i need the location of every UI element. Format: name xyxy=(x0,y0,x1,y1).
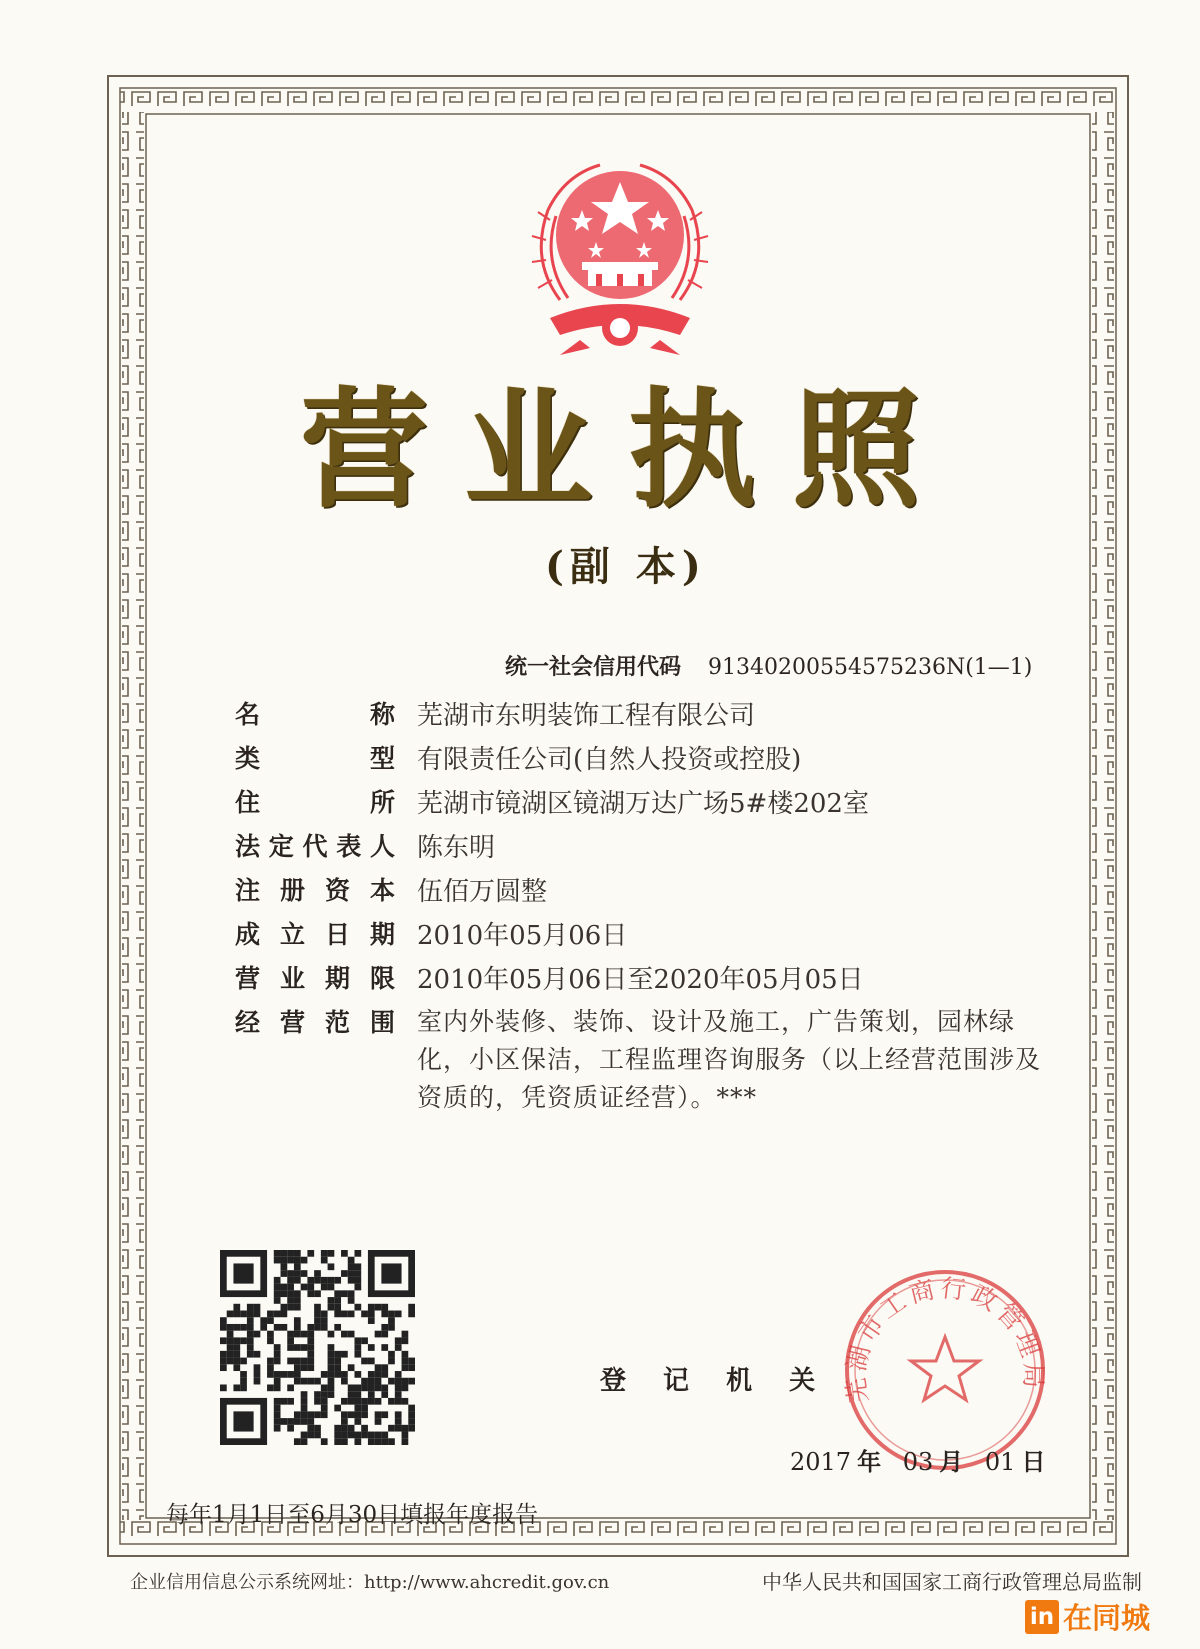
field-key: 营 业 期 限 xyxy=(235,964,395,993)
field-key: 成 立 日 期 xyxy=(235,920,395,949)
issue-date: 2017 年 03 月 01 日 xyxy=(790,1448,1046,1476)
field-key: 住 所 xyxy=(235,788,395,817)
field-key: 法 定 代 表 人 xyxy=(235,832,395,861)
field-key: 注 册 资 本 xyxy=(235,876,395,905)
title-char: 营 xyxy=(300,375,429,525)
qr-code xyxy=(220,1250,415,1445)
title-char: 执 xyxy=(627,375,756,525)
field-value: 陈东明 xyxy=(417,833,496,863)
annual-report-note: 每年1月1日至6月30日填报年度报告 xyxy=(166,1502,539,1528)
field-value: 室内外装修、装饰、设计及施工，广告策划，园林绿化，小区保洁，工程监理咨询服务（以上经营范围涉及资质的，凭资质证经营）。*** xyxy=(417,1007,1042,1112)
field-value: 芜湖市东明装饰工程有限公司 xyxy=(417,701,756,731)
credit-code-row xyxy=(505,650,1032,681)
registration-authority-label: 登 记 机 关 xyxy=(600,1366,830,1396)
credit-code-value: 91340200554575236N(1—1) xyxy=(708,655,1033,680)
license-title xyxy=(300,375,920,525)
footer-website: 企业信用信息公示系统网址：http://www.ahcredit.gov.cn xyxy=(130,1572,610,1593)
license-subtitle: (副 本) xyxy=(545,543,707,590)
field-key: 经 营 范 围 xyxy=(235,1008,395,1037)
watermark-badge: in xyxy=(1025,1600,1059,1634)
field-value: 有限责任公司(自然人投资或控股) xyxy=(417,745,802,775)
watermark-logo xyxy=(1025,1596,1150,1637)
national-emblem-icon xyxy=(520,150,720,360)
field-value: 2010年05月06日 xyxy=(417,921,628,951)
field-key: 名 称 xyxy=(235,700,395,729)
field-value: 伍佰万圆整 xyxy=(417,877,548,907)
field-value: 2010年05月06日至2020年05月05日 xyxy=(417,965,864,995)
credit-code-label: 统一社会信用代码 xyxy=(505,655,682,680)
field-value: 芜湖市镜湖区镜湖万达广场5#楼202室 xyxy=(417,789,869,819)
watermark-text: 在同城 xyxy=(1063,1601,1151,1635)
seal-text: 芜湖市工商行政管理局 xyxy=(840,1273,1049,1405)
field-key: 类 型 xyxy=(235,744,395,773)
title-char: 照 xyxy=(791,375,920,525)
footer-supervisor: 中华人民共和国国家工商行政管理总局监制 xyxy=(762,1570,1142,1594)
title-char: 业 xyxy=(463,375,592,525)
